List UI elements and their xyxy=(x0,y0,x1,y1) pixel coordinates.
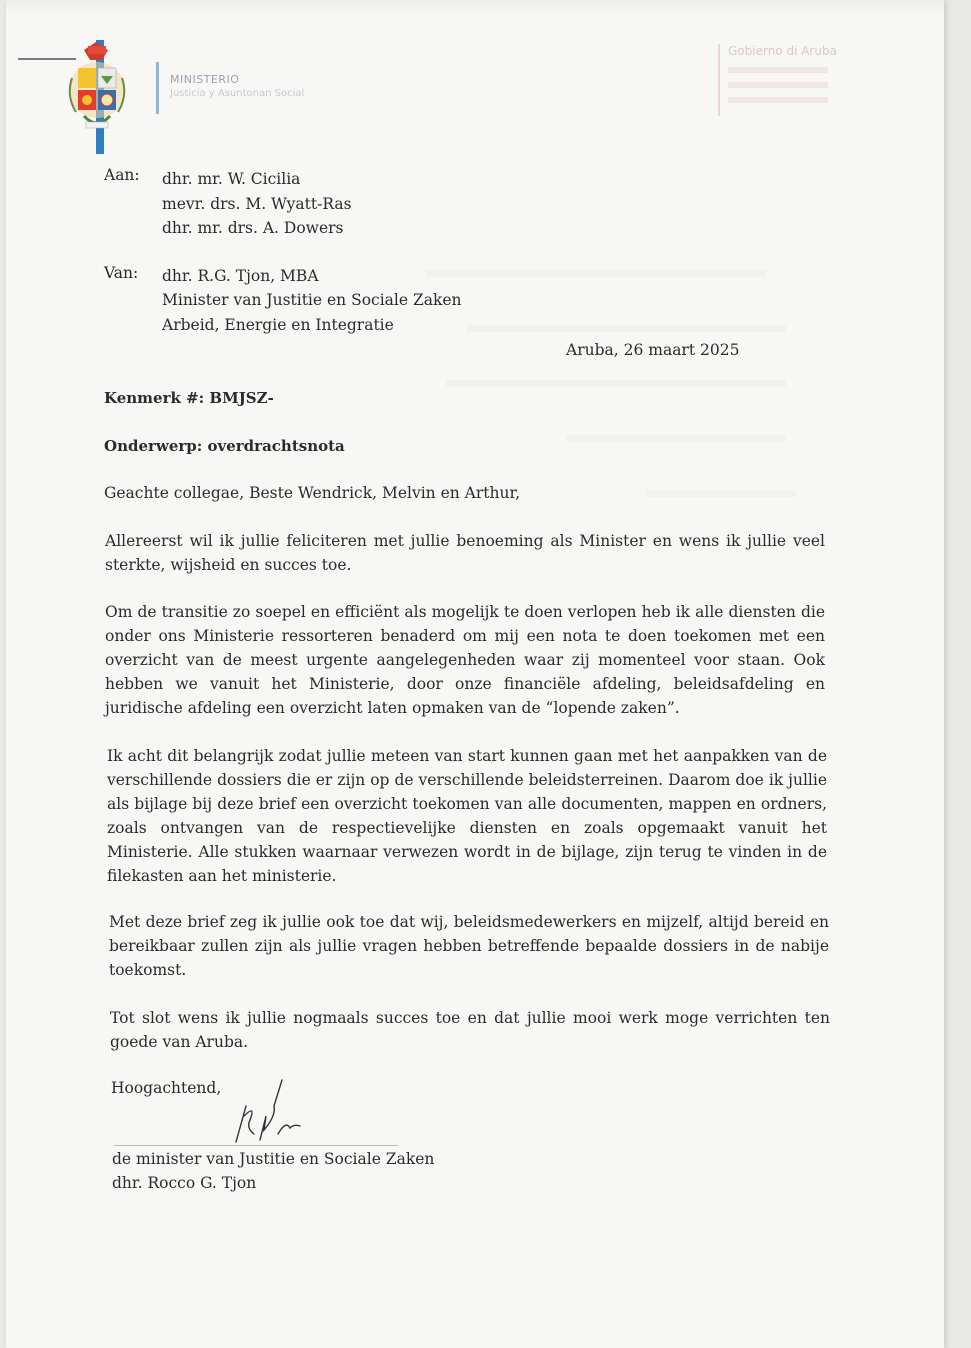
salutation: Geachte collegae, Beste Wendrick, Melvin en Arthur, xyxy=(104,484,521,502)
handwritten-signature xyxy=(216,1076,316,1148)
bleed-through xyxy=(566,435,786,442)
sender-line: Arbeid, Energie en Integratie xyxy=(162,316,394,334)
body-paragraph: Allereerst wil ik jullie feliciteren met jullie benoeming als Minister en wens ik jullie veel sterkte, wijsheid en succes toe. xyxy=(105,532,825,574)
signatory-name: dhr. Rocco G. Tjon xyxy=(112,1174,257,1192)
letter-date: Aruba, 26 maart 2025 xyxy=(566,341,740,359)
sender-label: Van: xyxy=(104,264,139,282)
recipient-line: dhr. mr. W. Cicilia xyxy=(162,170,301,188)
ministry-divider xyxy=(156,62,159,114)
coat-of-arms-logo xyxy=(62,38,132,156)
bleed-through xyxy=(446,380,786,387)
body-paragraph: Tot slot wens ik jullie nogmaals succes toe en dat jullie mooi werk moge verrichten ten goede van Aruba. xyxy=(110,1009,830,1051)
sender-line: Minister van Justitie en Sociale Zaken xyxy=(162,291,462,309)
signatory-title: de minister van Justitie en Sociale Zaken xyxy=(112,1150,435,1168)
body-paragraph: Met deze brief zeg ik jullie ook toe dat wij, beleidsmedewerkers en mijzelf, altijd bereid en bereikbaar zullen zijn als jullie vragen hebben betreffende bepaalde dossiers in de nabije toekomst. xyxy=(109,913,829,979)
government-title: Gobierno di Aruba xyxy=(728,44,837,58)
letterhead-address-line xyxy=(728,67,828,73)
bleed-through xyxy=(646,490,796,497)
recipient-line: dhr. mr. drs. A. Dowers xyxy=(162,219,344,237)
ministry-subtitle: Justicia y Asuntonan Social xyxy=(170,88,305,99)
bleed-through xyxy=(426,270,766,277)
letterhead-address-line xyxy=(728,82,828,88)
government-letterhead-block xyxy=(718,44,868,116)
sender-line: dhr. R.G. Tjon, MBA xyxy=(162,267,319,285)
letterhead-address-line xyxy=(728,97,828,103)
signature-line xyxy=(114,1145,398,1146)
letter-page xyxy=(6,0,944,1348)
subject-line: Onderwerp: overdrachtsnota xyxy=(104,437,345,455)
closing: Hoogachtend, xyxy=(111,1079,222,1097)
recipient-line: mevr. drs. M. Wyatt-Ras xyxy=(162,195,352,213)
body-paragraph: Om de transitie zo soepel en efficiënt als mogelijk te doen verlopen heb ik alle diensten die onder ons Ministerie ressorteren benaderd om mij een nota te doen toekomen met een overzicht van de meest urgente aangelegenheden waar zij momenteel voor staan. Ook hebben we vanuit het Ministerie, door onze financiële afdeling, beleidsafdeling en juridische afdeling een overzicht laten opmaken van de “lopende zaken”. xyxy=(105,603,825,717)
ministry-title: MINISTERIO xyxy=(170,73,240,86)
recipients-label: Aan: xyxy=(104,166,140,184)
reference-number: Kenmerk #: BMJSZ- xyxy=(104,389,274,407)
body-paragraph: Ik acht dit belangrijk zodat jullie meteen van start kunnen gaan met het aanpakken van de verschillende dossiers die er zijn op de verschillende beleidsterreinen. Daarom doe ik jullie als bijlage bij deze brief een overzicht toekomen van alle documenten, mappen en ordners, zoals ontvangen van de respectievelijke diensten en zoals opgemaakt vanuit het Ministerie. Alle stukken waarnaar verwezen wordt in de bijlage, zijn terug te vinden in de filekasten aan het ministerie. xyxy=(107,747,827,885)
bleed-through xyxy=(466,325,786,332)
